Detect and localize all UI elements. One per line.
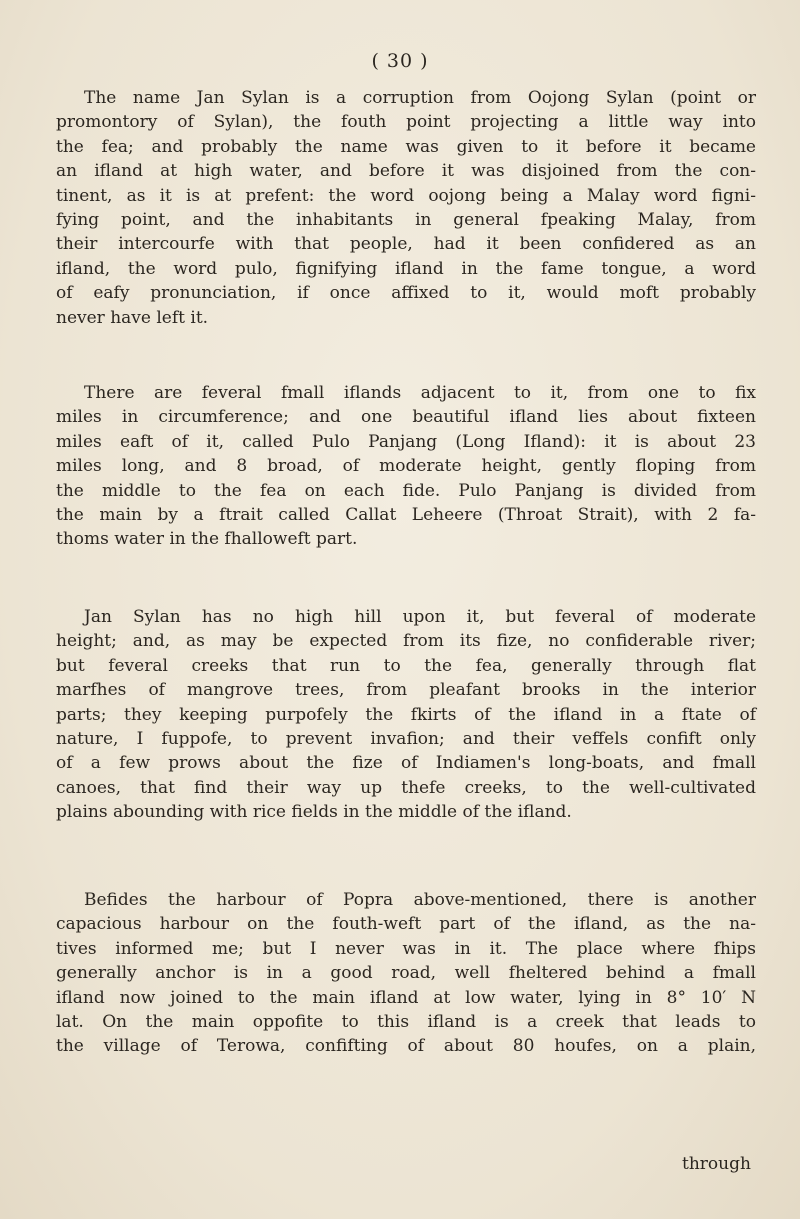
paragraph-text (56, 381, 756, 552)
text-line: thoms water in the fhalloweft part. (56, 529, 358, 550)
text-line: tinent, as it is at prefent: the word oojong being a Malay word figni- (56, 185, 756, 206)
text-line: their intercourfe with that people, had it been confidered as an (56, 234, 756, 255)
paragraph-2 (56, 381, 756, 552)
text-line: generally anchor is in a good road, well fheltered behind a fmall (56, 963, 756, 984)
text-line: promontory of Sylan), the fouth point projecting a little way into (56, 112, 756, 133)
text-line: fying point, and the inhabitants in general fpeaking Malay, from (56, 210, 756, 231)
text-line: There are feveral fmall iflands adjacent to it, from one to fix (84, 383, 756, 403)
catchword: through (682, 1154, 751, 1174)
text-line: an ifland at high water, and before it was disjoined from the con- (56, 161, 756, 182)
text-line: The name Jan Sylan is a corruption from Oojong Sylan (point or (84, 88, 756, 108)
text-line: of eafy pronunciation, if once affixed to it, would moft probably (56, 283, 756, 304)
text-line: lat. On the main oppofite to this ifland is a creek that leads to (56, 1012, 756, 1033)
text-line: height; and, as may be expected from its fize, no confiderable river; (56, 631, 756, 652)
paragraph-text (56, 86, 756, 330)
text-line: the fea; and probably the name was given to it before it became (56, 136, 756, 157)
text-line: ifland now joined to the main ifland at low water, lying in 8° 10′ N (56, 987, 756, 1008)
text-line: Befides the harbour of Popra above-mentioned, there is another (84, 890, 756, 910)
paragraph-4 (56, 888, 756, 1059)
text-line: parts; they keeping purpofely the fkirts of the ifland in a ftate of (56, 704, 756, 725)
paragraph-text (56, 605, 756, 825)
page-number: ( 30 ) (371, 50, 429, 72)
text-line: tives informed me; but I never was in it. The place where fhips (56, 938, 756, 959)
text-line: Jan Sylan has no high hill upon it, but feveral of moderate (84, 607, 756, 627)
text-line: of a few prows about the fize of Indiamen's long-boats, and fmall (56, 753, 756, 774)
text-line: the village of Terowa, confifting of about 80 houfes, on a plain, (56, 1036, 756, 1057)
paragraph-3 (56, 605, 756, 825)
paragraph-1 (56, 86, 756, 330)
text-line: canoes, that find their way up thefe creeks, to the well-cultivated (56, 777, 756, 798)
text-line: marfhes of mangrove trees, from pleafant brooks in the interior (56, 680, 756, 701)
text-line: nature, I fuppofe, to prevent invafion; and their veffels confift only (56, 729, 756, 750)
text-line: ifland, the word pulo, fignifying ifland in the fame tongue, a word (56, 258, 756, 279)
text-line: the main by a ftrait called Callat Leheere (Throat Strait), with 2 fa- (56, 505, 756, 526)
text-line: the middle to the fea on each fide. Pulo Panjang is divided from (56, 480, 756, 501)
text-line: but feveral creeks that run to the fea, generally through flat (56, 655, 756, 676)
paragraph-text (56, 888, 756, 1059)
text-line: miles in circumference; and one beautiful ifland lies about fixteen (56, 407, 756, 428)
text-line: miles eaft of it, called Pulo Panjang (Long Ifland): it is about 23 (56, 431, 756, 452)
text-line: plains abounding with rice fields in the middle of the ifland. (56, 802, 572, 823)
text-line: capacious harbour on the fouth-weft part of the ifland, as the na- (56, 914, 756, 935)
text-line: never have left it. (56, 307, 209, 328)
text-line: miles long, and 8 broad, of moderate height, gently floping from (56, 456, 756, 477)
